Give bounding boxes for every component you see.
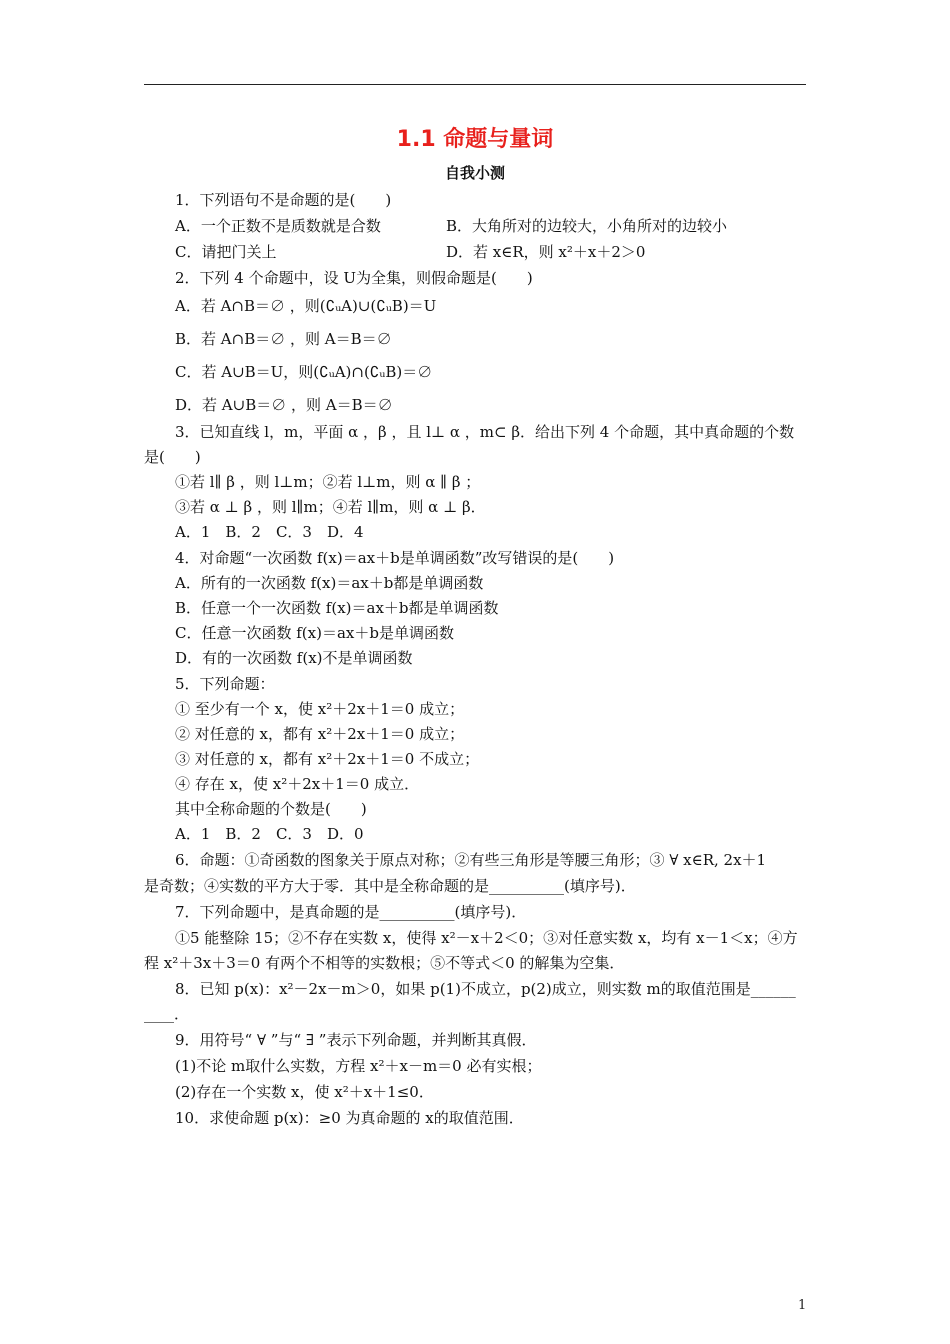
q7-stem: 7．下列命题中，是真命题的是__________(填序号)． xyxy=(175,903,527,921)
q5-item-2: ② 对任意的 x，都有 x²＋2x＋1＝0 成立； xyxy=(175,725,465,743)
q4-stem: 4．对命题“一次函数 f(x)＝ax＋b是单调函数”改写错误的是( ) xyxy=(175,549,615,567)
q1-option-a: A．一个正数不是质数就是合数 xyxy=(175,217,381,235)
q2-option-a: A．若 A∩B＝∅ ，则(∁ᵤA)∪(∁ᵤB)＝U xyxy=(175,297,437,315)
q2-option-d: D．若 A∪B＝∅ ，则 A＝B＝∅ xyxy=(175,396,393,414)
q5-item-4: ④ 存在 x，使 x²＋2x＋1＝0 成立． xyxy=(175,775,420,793)
q4-option-a: A．所有的一次函数 f(x)＝ax＋b都是单调函数 xyxy=(175,574,484,592)
q3-items-3-4: ③若 α ⊥ β ，则 l∥m；④若 l∥m，则 α ⊥ β． xyxy=(175,498,486,516)
q5-question: 其中全称命题的个数是( ) xyxy=(175,800,367,818)
q1-option-d: D．若 x∈R，则 x²＋x＋2＞0 xyxy=(446,243,646,261)
q3-options: A．1 B．2 C．3 D．4 xyxy=(175,523,364,541)
q8-stem: 8．已知 p(x)：x²－2x－m＞0，如果 p(1)不成立，p(2)成立，则实数 m的取值范围是______ xyxy=(175,980,796,998)
q3-stem-cont: 是( ) xyxy=(144,448,201,466)
q5-item-3: ③ 对任意的 x，都有 x²＋2x＋1＝0 不成立； xyxy=(175,750,480,768)
q3-items-1-2: ①若 l∥ β ，则 l⊥m；②若 l⊥m，则 α ∥ β ； xyxy=(175,473,481,491)
q10-stem: 10．求使命题 p(x)：≥0 为真命题的 x的取值范围． xyxy=(175,1109,524,1127)
q5-item-1: ① 至少有一个 x，使 x²＋2x＋1＝0 成立； xyxy=(175,700,465,718)
q9-stem: 9．用符号“ ∀ ”与“ ∃ ”表示下列命题，并判断其真假． xyxy=(175,1031,537,1049)
q9-part-1: (1)不论 m取什么实数，方程 x²＋x－m＝0 必有实根； xyxy=(175,1057,542,1075)
q5-stem: 5．下列命题： xyxy=(175,675,275,693)
q6-stem: 6．命题：①奇函数的图象关于原点对称；②有些三角形是等腰三角形；③ ∀ x∈R, 2x＋1 xyxy=(175,851,767,869)
header-rule xyxy=(144,84,806,85)
page-title: 1.1 命题与量词 xyxy=(396,127,554,152)
q1-option-b: B．大角所对的边较大，小角所对的边较小 xyxy=(446,217,728,235)
q7-items: ①5 能整除 15；②不存在实数 x，使得 x²－x＋2＜0；③对任意实数 x，均有 x－1＜x；④方 xyxy=(175,929,798,947)
q2-stem: 2．下列 4 个命题中，设 U为全集，则假命题是( ) xyxy=(175,269,533,287)
q5-options: A．1 B．2 C．3 D．0 xyxy=(175,825,364,843)
q2-option-b: B．若 A∩B＝∅ ，则 A＝B＝∅ xyxy=(175,330,392,348)
q9-part-2: (2)存在一个实数 x，使 x²＋x＋1≤0． xyxy=(175,1083,434,1101)
q7-items-cont: 程 x²＋3x＋3＝0 有两个不相等的实数根；⑤不等式＜0 的解集为空集． xyxy=(144,954,625,972)
q4-option-b: B．任意一个一次函数 f(x)＝ax＋b都是单调函数 xyxy=(175,599,499,617)
section-subtitle: 自我小测 xyxy=(444,164,505,182)
q3-stem: 3．已知直线 l，m，平面 α ，β ，且 l⊥ α ，m⊂ β．给出下列 4 个命题，其中真命题的个数 xyxy=(175,423,795,441)
q8-stem-cont: ____． xyxy=(144,1005,190,1023)
q2-option-c: C．若 A∪B＝U，则(∁ᵤA)∩(∁ᵤB)＝∅ xyxy=(175,363,433,381)
q6-stem-cont: 是奇数；④实数的平方大于零．其中是全称命题的是__________(填序号)． xyxy=(144,877,636,895)
page-number: 1 xyxy=(798,1298,807,1313)
q1-stem: 1．下列语句不是命题的是( ) xyxy=(175,191,392,209)
q4-option-c: C．任意一次函数 f(x)＝ax＋b是单调函数 xyxy=(175,624,454,642)
q4-option-d: D．有的一次函数 f(x)不是单调函数 xyxy=(175,649,413,667)
q1-option-c: C．请把门关上 xyxy=(175,243,277,261)
